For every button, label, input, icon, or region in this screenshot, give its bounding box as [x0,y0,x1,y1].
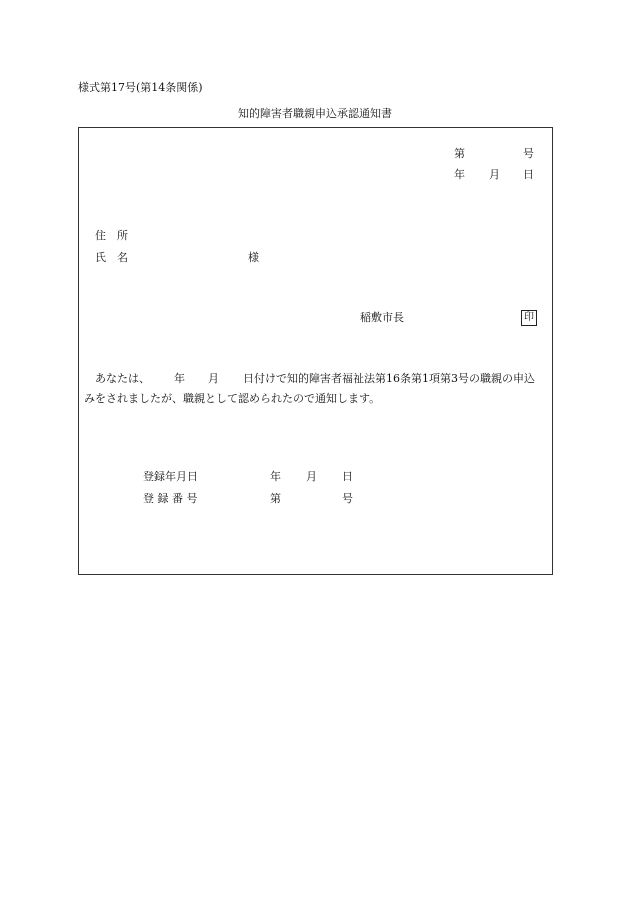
body-line-2: みをされましたが、職親として認められたので通知します。 [84,392,381,405]
registration-number-label: 登 録 番 号 [143,492,198,505]
name-label: 氏 名 [95,251,128,264]
registration-date-year: 年 [270,470,281,483]
registration-date-label: 登録年月日 [143,470,198,483]
notice-frame [78,127,553,575]
doc-date-month: 月 [489,168,500,181]
form-number-label: 様式第17号(第14条関係) [78,81,203,94]
address-label: 住 所 [95,229,128,242]
honorific-sama: 様 [248,251,259,264]
seal-mark: 印 [521,310,537,326]
issuer-name: 稲敷市長 [360,311,404,324]
registration-date-day: 日 [342,470,353,483]
body-month: 月 [208,372,219,385]
registration-number-go: 号 [342,492,353,505]
registration-number-dai: 第 [270,492,281,505]
doc-date-year: 年 [454,168,465,181]
body-prefix: あなたは、 [95,372,150,385]
document-title: 知的障害者職親申込承認通知書 [238,107,392,120]
doc-date-day: 日 [523,168,534,181]
doc-number-go: 号 [523,147,534,160]
registration-date-month: 月 [306,470,317,483]
body-suffix: 日付けで知的障害者福祉法第16条第1項第3号の職親の申込 [243,372,535,385]
body-year: 年 [174,372,185,385]
doc-number-dai: 第 [454,147,465,160]
